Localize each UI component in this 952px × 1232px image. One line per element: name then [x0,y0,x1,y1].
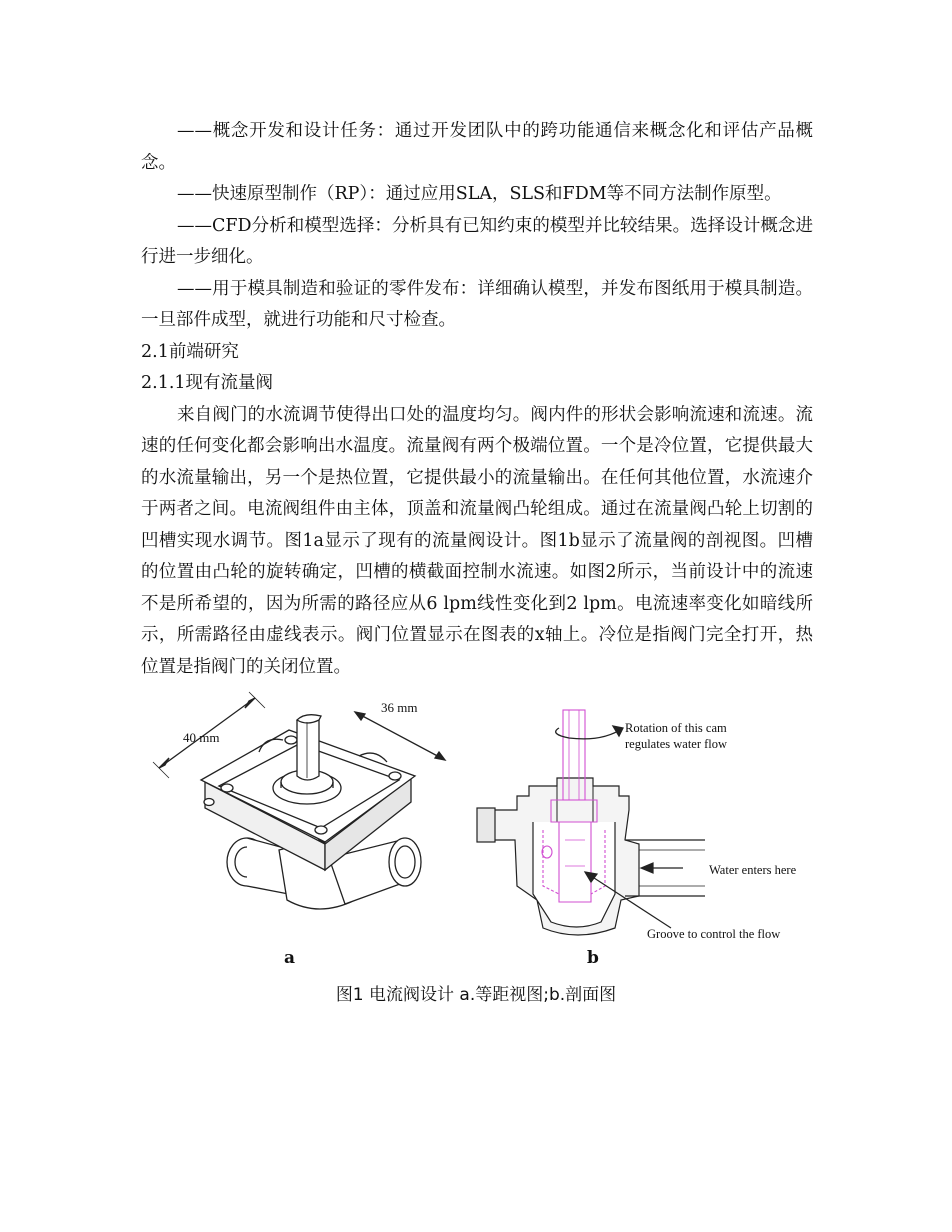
text-body [141,116,813,683]
list-item-prototyping: ——快速原型制作（RP）：通过应用SLA，SLS和FDM等不同方法制作原型。 [177,184,782,204]
list-item-concept: ——概念开发和设计任务：通过开发团队中的跨功能通信来概念化和评估产品概念。 [141,121,813,173]
annotation-water-inlet: Water enters here [709,863,797,877]
body-paragraph: 来自阀门的水流调节使得出口处的温度均匀。阀内件的形状会影响流速和流速。流速的任何变化都会影响出水温度。流量阀有两个极端位置。一个是冷位置，它提供最大的水流量输出，另一个是热位置，它提供最小的流量输出。在任何其他位置，水流速介于两者之间。电流阀组件由主体，顶盖和流量阀凸轮组成。通过在流量阀凸轮上切割的凹槽实现水调节。图1a显示了现有的流量阀设计。图1b显示了流量阀的剖视图。凹槽的位置由凸轮的旋转确定，凹槽的横截面控制水流速。如图2所示，当前设计中的流速不是所希望的，因为所需的路径应从6 lpm线性变化到2 lpm。电流速率变化如暗线所示，所需路径由虚线表示。阀门位置显示在图表的x轴上。冷位是指阀门完全打开，热位置是指阀门的关闭位置。 [141,404,813,677]
dimension-36mm: 36 mm [381,700,418,715]
section-heading: 2.1前端研究 [141,341,239,362]
figure-label-a: a [284,948,296,968]
annotation-rotation-line1: Rotation of this cam [625,721,727,735]
subsection-heading: 2.1.1现有流量阀 [141,373,274,393]
section-view-drawing [473,690,813,950]
figure-caption: 图1 电流阀设计 a.等距视图;b.剖面图 [335,985,617,1005]
list-item-release: ——用于模具制造和验证的零件发布：详细确认模型，并发布图纸用于模具制造。一旦部件成型，就进行功能和尺寸检查。 [141,278,813,330]
annotation-rotation-line2: regulates water flow [625,737,728,751]
rotation-arrow-icon [556,726,623,739]
list-item-cfd: ——CFD分析和模型选择：分析具有已知约束的模型并比较结果。选择设计概念进行进一步细化。 [141,215,813,267]
figure-label-b: b [587,948,599,968]
annotation-groove: Groove to control the flow [647,927,781,941]
figure-1 [141,690,813,980]
isometric-valve-drawing [149,690,459,950]
dimension-40mm: 40 mm [183,730,220,745]
